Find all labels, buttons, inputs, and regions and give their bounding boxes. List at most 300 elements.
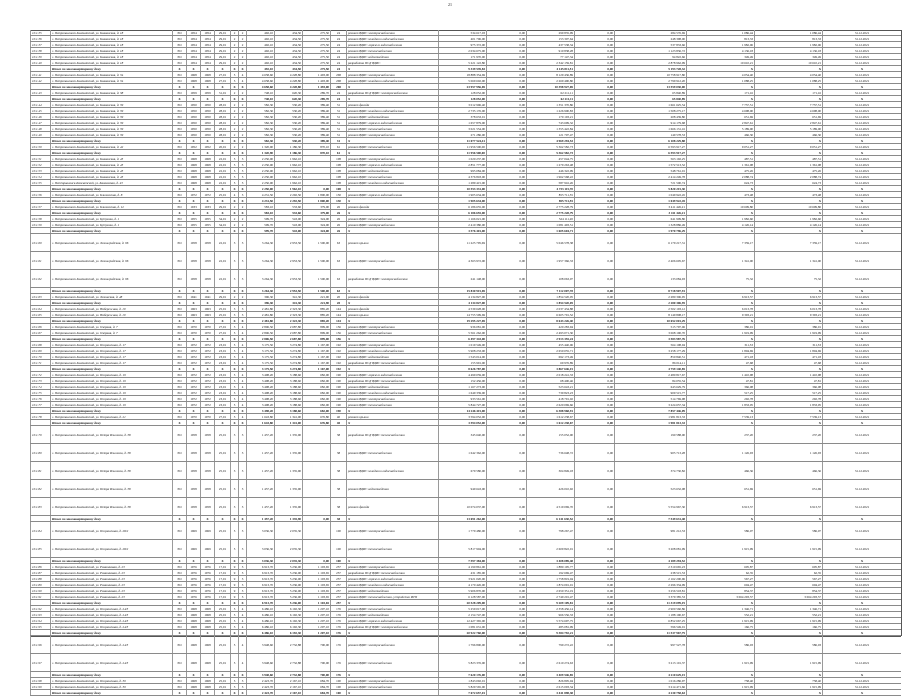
table-border-right xyxy=(901,30,902,636)
cell-sq2: 2 088,74 xyxy=(754,174,822,179)
cell-addr: г. Петропавловск-Камчатский, ул. Пограничная, д. 19 xyxy=(50,402,172,407)
cell-y2: 1972 xyxy=(200,384,214,389)
cell-work: ремонт ВДИС электроснабжения xyxy=(346,222,438,227)
cell-sq2: 1 346,71 xyxy=(754,606,822,611)
cell-fl: X xyxy=(230,336,238,341)
cell-fl: 5 xyxy=(230,168,238,173)
cell-cost2: 3 867 646,15 xyxy=(526,366,574,371)
cell-fl: 2 xyxy=(230,108,238,113)
cell-a-own: 1 207,10 xyxy=(302,624,330,629)
cell-y1: 1950 xyxy=(186,132,200,137)
cell-addr: г. Петропавловск-Камчатский, ул. Кавказская, д. 18 xyxy=(50,60,172,65)
cell-y1: X xyxy=(186,366,200,371)
cell-work: ремонт фасада xyxy=(346,498,438,515)
cell-work: ремонт ВДИС теплоснабжения xyxy=(346,684,438,689)
cell-a-liv: 341,30 xyxy=(274,300,302,305)
cell-y2: 1958 xyxy=(200,252,214,269)
cell-res: 63 xyxy=(330,270,346,287)
cell-a-liv: 530,20 xyxy=(274,114,302,119)
cell-v0b: 0,00 xyxy=(574,354,614,359)
cell-addr: г. Петропавловск-Камчатский, ул. Кавказская, д. 43 xyxy=(50,156,172,161)
cell-addr: г. Петропавловск-Камчатский, ул. Пограничная, д. 19 xyxy=(50,396,172,401)
cell-work: X xyxy=(346,366,438,371)
cell-v0b: 0,00 xyxy=(574,234,614,251)
cell-en: 3 xyxy=(238,192,246,197)
cell-sq1: 1 982,06 xyxy=(686,42,754,47)
cell-mat: РО xyxy=(172,414,186,419)
cell-y1: X xyxy=(186,66,200,71)
cell-date: 31.12.2021 xyxy=(822,144,901,149)
cell-sq2: 47,68 xyxy=(754,360,822,365)
cell-cost3: 721 500,74 xyxy=(614,180,686,185)
cell-cost1: 11 956 500,00 xyxy=(438,144,486,149)
cell-area: 748,10 xyxy=(246,90,274,95)
cell-work: ремонт ВДИС водоотведения xyxy=(346,588,438,593)
cell-cost3: 4 189 294,52 xyxy=(614,558,686,563)
cell-y2: 1969 xyxy=(200,540,214,557)
cell-mat: X xyxy=(172,630,186,635)
cell-id: 10.1.99 xyxy=(30,684,50,689)
cell-cost3: 94 822,66 xyxy=(614,54,686,59)
cell-date: 31.12.2021 xyxy=(822,222,901,227)
cell-id: 10.1.44 xyxy=(30,102,50,107)
cell-area: 582,30 xyxy=(246,120,274,125)
cell-y1: 1954 xyxy=(186,54,200,59)
cell-fl: 4 xyxy=(230,192,238,197)
cell-work: ремонт ВДИС теплоснабжения xyxy=(346,216,438,221)
cell-id: 10.1.67 xyxy=(30,330,50,335)
cell-area: 4 231,50 xyxy=(246,192,274,197)
cell-sq2: 9 393,21 xyxy=(754,312,822,317)
table-row xyxy=(30,444,901,462)
cell-cost2: 1 351 370,86 xyxy=(526,102,574,107)
cell-y1: 1968 xyxy=(186,72,200,77)
cell-sq1: X xyxy=(686,318,754,323)
cell-fl: 9 xyxy=(230,588,238,593)
cell-a-liv: 530,20 xyxy=(274,132,302,137)
cell-fl: 2 xyxy=(230,102,238,107)
cell-area: 492,10 xyxy=(246,54,274,59)
cell-mat: РО xyxy=(172,654,186,671)
cell-wear: 23,01 xyxy=(214,354,230,359)
cell-res: 20 xyxy=(330,294,346,299)
cell-v0b: 0,00 xyxy=(574,426,614,443)
cell-v0b: 0,00 xyxy=(574,540,614,557)
cell-v0a: 0,00 xyxy=(486,378,526,383)
cell-cost2: 1 854 520,05 xyxy=(526,300,574,305)
cell-id: 10.1.68 xyxy=(30,342,50,347)
cell-sq1: 47,68 xyxy=(686,360,754,365)
cell-a-liv: 1 962,10 xyxy=(274,168,302,173)
cell-a-liv: 1 962,10 xyxy=(274,174,302,179)
cell-work: ремонт ВДИС холодного водоснабжения xyxy=(346,36,438,41)
cell-cost2: 1 874 091,01 xyxy=(526,582,574,587)
cell-cost1: 5 561 262,00 xyxy=(438,330,486,335)
cell-en: 2 xyxy=(238,114,246,119)
cell-fl: 5 xyxy=(230,156,238,161)
cell-sq1: X xyxy=(686,150,754,155)
cell-cost2: 420 283,94 xyxy=(526,324,574,329)
cell-sq1: 1 915,99 xyxy=(686,540,754,557)
cell-cost2: 1 279 263,48 xyxy=(526,162,574,167)
cell-sq1: 7 539,13 xyxy=(686,414,754,419)
cell-a-own xyxy=(302,174,330,179)
cell-v0a: 0,00 xyxy=(486,300,526,305)
cell-work: X xyxy=(346,336,438,341)
cell-a-own: 1 493,00 xyxy=(302,84,330,89)
cell-cost3: 1 049 922,45 xyxy=(614,192,686,197)
cell-v0a: 0,00 xyxy=(486,60,526,65)
cell-en: 3 xyxy=(238,156,246,161)
cell-fl: 5 xyxy=(230,324,238,329)
cell-fl: 5 xyxy=(230,174,238,179)
cell-wear: 20,01 xyxy=(214,144,230,149)
cell-a-liv: 2 035,30 xyxy=(274,540,302,557)
cell-a-liv: 543,00 xyxy=(274,228,302,233)
cell-a-own: 221,90 xyxy=(302,300,330,305)
cell-date: 31.12.2021 xyxy=(822,102,901,107)
cell-res: 190 xyxy=(330,372,346,377)
cell-cost2: 8 129 436,89 xyxy=(526,72,574,77)
cell-a-own: 1 103,65 xyxy=(302,582,330,587)
cell-cost3: 2 878 962,99 xyxy=(614,60,686,65)
cell-work: ремонт ВДИС теплоснабжения xyxy=(346,48,438,53)
cell-area: 3 264,30 xyxy=(246,270,274,287)
cell-a-own: 684,70 xyxy=(302,678,330,683)
cell-y2: 1950 xyxy=(200,102,214,107)
cell-addr: Итого по многоквартирному дому xyxy=(50,408,172,413)
cell-cost1: 1 905 634,00 xyxy=(438,198,486,203)
cell-v0a: 0,00 xyxy=(486,600,526,605)
cell-fl: 2 xyxy=(230,294,238,299)
cell-a-own: 870,10 xyxy=(302,144,330,149)
cell-y1: 1968 xyxy=(186,78,200,83)
cell-fl: 2 xyxy=(230,126,238,131)
cell-v0b: 0,00 xyxy=(574,48,614,53)
cell-a-own: 676,80 xyxy=(302,420,330,425)
cell-fl: 5 xyxy=(230,384,238,389)
cell-mat: X xyxy=(172,318,186,323)
cell-v0b: 0,00 xyxy=(574,384,614,389)
cell-res: 144 xyxy=(330,306,346,311)
cell-area: 582,30 xyxy=(246,126,274,131)
cell-v0a: 0,00 xyxy=(486,678,526,683)
cell-a-own: 1 167,00 xyxy=(302,342,330,347)
cell-cost1: 679 580,00 xyxy=(438,462,486,479)
cell-cost1: 1 543 014,00 xyxy=(438,354,486,359)
cell-wear: X xyxy=(214,420,230,425)
cell-mat: РО xyxy=(172,330,186,335)
cell-work: ремонт крыши xyxy=(346,312,438,317)
cell-y2: 1972 xyxy=(200,360,214,365)
cell-v0a: 0,00 xyxy=(486,684,526,689)
cell-a-liv: 1 335,90 xyxy=(274,480,302,497)
cell-res: 31 xyxy=(330,138,346,143)
cell-addr: г. Петропавловск-Камчатский, ул. Кавказская, д. 42 xyxy=(50,144,172,149)
cell-cost2: 798 267,47 xyxy=(526,522,574,539)
cell-fl: 5 xyxy=(230,396,238,401)
cell-mat: X xyxy=(172,366,186,371)
cell-a-own: 682,00 xyxy=(302,390,330,395)
cell-wear: 22,01 xyxy=(214,156,230,161)
cell-date: X xyxy=(822,318,901,323)
cell-a-liv: 5 236,00 xyxy=(274,576,302,581)
cell-mat: X xyxy=(172,66,186,71)
cell-mat: РО xyxy=(172,426,186,443)
cell-cost2: 2 620 069,66 xyxy=(526,402,574,407)
cell-work: X xyxy=(346,300,438,305)
cell-res: 24 xyxy=(330,36,346,41)
cell-cost3: 905 713,28 xyxy=(614,444,686,461)
cell-wear: 25,01 xyxy=(214,540,230,557)
cell-cost2: 4 969 294,53 xyxy=(526,138,574,143)
cell-y1: 1968 xyxy=(186,678,200,683)
cell-res: 176 xyxy=(330,630,346,635)
cell-v0b: 0,00 xyxy=(574,678,614,683)
cell-cost1: 18 888 354,69 xyxy=(438,72,486,77)
cell-area: 2 481,80 xyxy=(246,306,274,311)
cell-a-own: 275,50 xyxy=(302,60,330,65)
cell-res: 268 xyxy=(330,72,346,77)
cell-area: 1 457,20 xyxy=(246,426,274,443)
cell-date: X xyxy=(822,138,901,143)
cell-work: ремонт ВДИС холодного водоснабжения xyxy=(346,180,438,185)
cell-v0b: 0,00 xyxy=(574,576,614,581)
cell-work: ремонт ВДИС горячего водоснабжения xyxy=(346,162,438,167)
cell-a-liv: 2 292,50 xyxy=(274,192,302,197)
cell-sq1: 2 088,74 xyxy=(686,174,754,179)
cell-wear: X xyxy=(214,672,230,677)
cell-v0b: 0,00 xyxy=(574,300,614,305)
cell-addr: Итого по многоквартирному дому xyxy=(50,198,172,203)
cell-en: 3 xyxy=(238,162,246,167)
cell-cost2: 2 775 228,79 xyxy=(526,204,574,209)
cell-y2: 1954 xyxy=(200,36,214,41)
cell-sq1: X xyxy=(686,288,754,293)
cell-area: 2 806,50 xyxy=(246,324,274,329)
cell-cost1: 1 166 021,00 xyxy=(438,216,486,221)
cell-area: 3 498,20 xyxy=(246,396,274,401)
cell-y2: 1968 xyxy=(200,78,214,83)
cell-a-own: 1 103,65 xyxy=(302,594,330,599)
cell-v0b: 0,00 xyxy=(574,204,614,209)
cell-y2: 1968 xyxy=(200,606,214,611)
cell-work: X xyxy=(346,558,438,563)
cell-date: X xyxy=(822,210,901,215)
cell-sq1: 386,01 xyxy=(686,324,754,329)
cell-id: 10.1.81 xyxy=(30,462,50,479)
cell-v0a: 0,00 xyxy=(486,402,526,407)
cell-en: X xyxy=(238,96,246,101)
cell-area: 4 658,60 xyxy=(246,72,274,77)
cell-cost3: 537 833,66 xyxy=(614,42,686,47)
cell-wear: 28,01 xyxy=(214,108,230,113)
cell-id: 10.1.75 xyxy=(30,390,50,395)
cell-cost2: 1 957 366,33 xyxy=(526,252,574,269)
cell-fl: 5 xyxy=(230,684,238,689)
cell-id: 10.1.56 xyxy=(30,192,50,197)
cell-cost1: 6 128 587,00 xyxy=(438,594,486,599)
cell-v0b: 0,00 xyxy=(574,126,614,131)
cell-sq2: 624,73 xyxy=(754,180,822,185)
cell-v0a: 0,00 xyxy=(486,216,526,221)
cell-wear: X xyxy=(214,198,230,203)
cell-cost2: 5 362 582,73 xyxy=(526,150,574,155)
cell-y2: 1958 xyxy=(200,444,214,461)
cell-cost3: 1 981 813,33 xyxy=(614,414,686,419)
cell-res: 190 xyxy=(330,396,346,401)
cell-work: ремонт ВДИС электроснабжения xyxy=(346,564,438,569)
cell-wear: 25,01 xyxy=(214,654,230,671)
cell-y2: X xyxy=(200,288,214,293)
cell-fl: 5 xyxy=(230,72,238,77)
cell-fl: 5 xyxy=(230,360,238,365)
cell-cost1: 949 643,00 xyxy=(438,480,486,497)
cell-cost2: 2 749 201,47 xyxy=(526,594,574,599)
cell-date: 31.12.2021 xyxy=(822,522,901,539)
cell-wear: X xyxy=(214,408,230,413)
cell-y2: 1954 xyxy=(200,42,214,47)
cell-res: 176 xyxy=(330,606,346,611)
cell-res: 176 xyxy=(330,672,346,677)
cell-id xyxy=(30,66,50,71)
cell-en: X xyxy=(238,630,246,635)
cell-sq1: 567,27 xyxy=(686,576,754,581)
cell-en: X xyxy=(238,300,246,305)
cell-a-liv: 2 323,30 xyxy=(274,312,302,317)
cell-area: 6 913,70 xyxy=(246,582,274,587)
cell-sq2: 758,40 xyxy=(754,678,822,683)
cell-sq1: X xyxy=(686,366,754,371)
cell-cost3: 65 840,89 xyxy=(614,96,686,101)
cell-work: разработка ПСД ВДИС xyxy=(346,60,438,65)
cell-en: 4 xyxy=(238,654,246,671)
cell-mat: X xyxy=(172,150,186,155)
cell-fl: 3 xyxy=(230,234,238,251)
cell-a-own: 1 493,00 xyxy=(302,78,330,83)
cell-y2: 1952 xyxy=(200,144,214,149)
cell-work: X xyxy=(346,318,438,323)
cell-y1: 1968 xyxy=(186,654,200,671)
cell-area: 599,70 xyxy=(246,216,274,221)
cell-mat: РО xyxy=(172,570,186,575)
cell-date: X xyxy=(822,516,901,521)
cell-v0a: 0,00 xyxy=(486,408,526,413)
cell-date: X xyxy=(822,600,901,605)
cell-date: X xyxy=(822,690,901,695)
cell-cost3: 4 230 758,63 xyxy=(614,690,686,695)
cell-y2: 1972 xyxy=(200,396,214,401)
cell-cost2: 1 355 422,84 xyxy=(526,126,574,131)
cell-cost3: 3 256 518,81 xyxy=(614,588,686,593)
cell-wear: 22,01 xyxy=(214,252,230,269)
cell-cost2: 437 538,34 xyxy=(526,42,574,47)
cell-y1: 1972 xyxy=(186,342,200,347)
cell-addr: г. Петропавловск-Камчатский, ул. Озерная, д. 7 xyxy=(50,330,172,335)
cell-id xyxy=(30,558,50,563)
cell-wear: 28,01 xyxy=(214,102,230,107)
cell-en: 2 xyxy=(238,294,246,299)
cell-cost1: 5 823 376,00 xyxy=(438,654,486,671)
cell-sq1: 1 804,69 xyxy=(686,348,754,353)
cell-v0a: 0,00 xyxy=(486,198,526,203)
cell-en: 4 xyxy=(238,390,246,395)
cell-addr: г. Петропавловск-Камчатский, ул. Кавказская, д. 43 xyxy=(50,168,172,173)
cell-v0a: 0,00 xyxy=(486,414,526,419)
cell-mat: РО xyxy=(172,222,186,227)
cell-id xyxy=(30,300,50,305)
cell-wear: X xyxy=(214,300,230,305)
cell-wear: 22,01 xyxy=(214,180,230,185)
cell-sq1: 466,36 xyxy=(686,462,754,479)
cell-area: 6 913,70 xyxy=(246,570,274,575)
cell-area: 3 264,30 xyxy=(246,234,274,251)
cell-v0b: 0,00 xyxy=(574,672,614,677)
cell-y1: 1958 xyxy=(186,498,200,515)
cell-a-own xyxy=(302,162,330,167)
cell-res: 38 xyxy=(330,498,346,515)
cell-addr: Итого по многоквартирному дому xyxy=(50,516,172,521)
cell-en: 2 xyxy=(238,102,246,107)
cell-addr: г. Петропавловск-Камчатский, ул. Озерная, д. 7 xyxy=(50,324,172,329)
cell-sq1: 6 013,78 xyxy=(686,306,754,311)
cell-cost2: 966 556,33 xyxy=(526,612,574,617)
cell-res: 190 xyxy=(330,402,346,407)
cell-fl: X xyxy=(230,288,238,293)
cell-en: 3 xyxy=(238,306,246,311)
cell-sq2: 1 833,05 xyxy=(754,402,822,407)
cell-cost3: 4 759 140,85 xyxy=(614,366,686,371)
cell-y1: 1976 xyxy=(186,570,200,575)
cell-a-own: 389,40 xyxy=(302,108,330,113)
cell-res: 24 xyxy=(330,90,346,95)
cell-date: 31.12.2021 xyxy=(822,402,901,407)
cell-addr: Итого по многоквартирному дому xyxy=(50,600,172,605)
cell-date: 31.12.2021 xyxy=(822,108,901,113)
cell-cost3: 2 280 306,95 xyxy=(614,294,686,299)
cell-mat: РО xyxy=(172,30,186,35)
cell-v0b: 0,00 xyxy=(574,102,614,107)
cell-en: X xyxy=(238,366,246,371)
cell-v0a: 0,00 xyxy=(486,462,526,479)
cell-v0b: 0,00 xyxy=(574,402,614,407)
cell-area: 6 913,70 xyxy=(246,576,274,581)
cell-en: X xyxy=(238,66,246,71)
cell-id: 10.1.78 xyxy=(30,414,50,419)
cell-v0a: 0,00 xyxy=(486,120,526,125)
cell-addr: Итого по многоквартирному дому xyxy=(50,84,172,89)
cell-area: 1 457,20 xyxy=(246,462,274,479)
cell-wear: 23,01 xyxy=(214,372,230,377)
cell-area: 492,10 xyxy=(246,30,274,35)
cell-a-liv: 2 292,50 xyxy=(274,198,302,203)
cell-y2: 1972 xyxy=(200,402,214,407)
table-row xyxy=(30,654,901,672)
cell-res: 38 xyxy=(330,462,346,479)
cell-work: X xyxy=(346,138,438,143)
cell-a-own: 700,00 xyxy=(302,636,330,653)
cell-cost2: 3 409 546,85 xyxy=(526,672,574,677)
cell-cost2: 1 605 604,71 xyxy=(526,228,574,233)
cell-a-own: 1 207,10 xyxy=(302,630,330,635)
cell-res: 63 xyxy=(330,252,346,269)
cell-date: 31.12.2021 xyxy=(822,312,901,317)
cell-cost1: 19 295 227,69 xyxy=(438,318,486,323)
cell-y1: 1968 xyxy=(186,612,200,617)
cell-id: 10.1.57 xyxy=(30,204,50,209)
cell-y2: 1958 xyxy=(200,270,214,287)
cell-v0a: 0,00 xyxy=(486,522,526,539)
